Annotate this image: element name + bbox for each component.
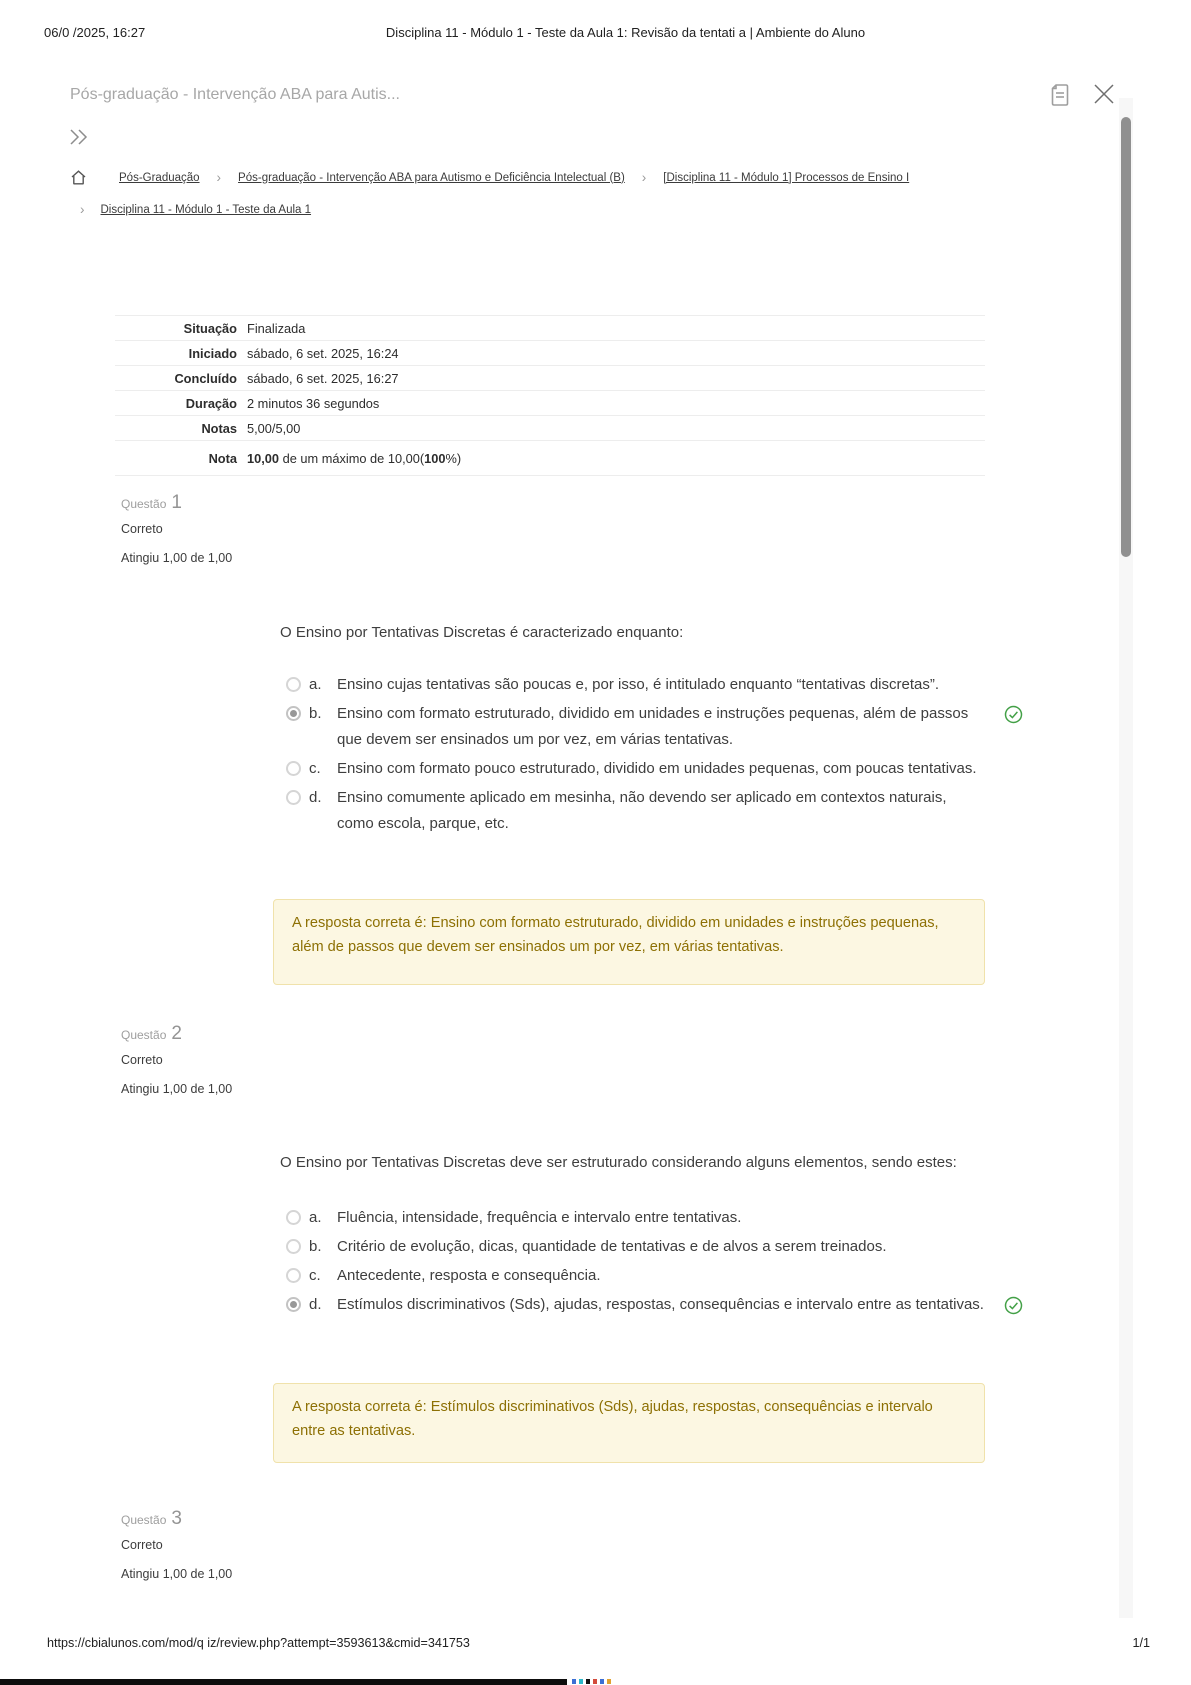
option-text: Ensino comumente aplicado em mesinha, não devendo ser aplicado em contextos naturais, como escola, parque, etc. bbox=[337, 789, 947, 832]
option-text: Antecedente, resposta e consequência. bbox=[337, 1267, 601, 1284]
breadcrumb-link[interactable]: Pós-graduação - Intervenção ABA para Autismo e Deficiência Intelectual (B) bbox=[238, 171, 625, 184]
question-text: O Ensino por Tentativas Discretas deve ser estruturado considerando alguns elementos, sendo estes: bbox=[280, 1154, 957, 1171]
option-text: Critério de evolução, dicas, quantidade de tentativas e de alvos a serem treinados. bbox=[337, 1238, 887, 1255]
question-state: Correto bbox=[121, 522, 163, 536]
question-number-label bbox=[121, 1508, 182, 1530]
summary-label: Concluído bbox=[174, 370, 237, 386]
summary-label: Situação bbox=[183, 320, 237, 336]
question-number: 3 bbox=[171, 1508, 182, 1529]
summary-value: Finalizada bbox=[247, 320, 306, 336]
question-points: Atingiu 1,00 de 1,00 bbox=[121, 1082, 233, 1096]
summary-value: 2 minutos 36 segundos bbox=[247, 395, 380, 411]
option-letter: d. bbox=[309, 1296, 322, 1313]
radio-selected-icon bbox=[286, 1297, 301, 1312]
option-row bbox=[280, 701, 1040, 753]
question-points: Atingiu 1,00 de 1,00 bbox=[121, 551, 233, 565]
feedback-text: A resposta correta é: Ensino com formato estruturado, dividido em unidades e instruções pequenas, além de passos que devem ser ensinados um por vez, em várias tentativas. bbox=[292, 915, 939, 955]
question-label-word: Questão bbox=[121, 497, 167, 511]
option-text: Ensino cujas tentativas são poucas e, por isso, é intitulado enquanto “tentativas discretas”. bbox=[337, 676, 940, 693]
summary-label: Duração bbox=[185, 395, 237, 411]
summary-row bbox=[115, 415, 985, 440]
option-letter: b. bbox=[309, 1238, 322, 1255]
radio-icon bbox=[286, 761, 301, 776]
taskbar-strip bbox=[0, 1679, 567, 1685]
double-chevron-right-icon[interactable] bbox=[68, 127, 90, 147]
chevron-right-icon: › bbox=[641, 170, 647, 185]
option-letter: c. bbox=[309, 760, 321, 777]
scrollbar-thumb[interactable] bbox=[1121, 117, 1131, 557]
taskbar-icons-strip bbox=[572, 1679, 611, 1684]
breadcrumb-link[interactable]: [Disciplina 11 - Módulo 1] Processos de Ensino I bbox=[663, 171, 910, 184]
print-header-title: Disciplina 11 - Módulo 1 - Teste da Aula 1: Revisão da tentati a | Ambiente do Aluno bbox=[385, 25, 866, 40]
chevron-right-icon: › bbox=[80, 202, 85, 217]
option-text: Ensino com formato estruturado, dividido em unidades e instruções pequenas, além de passos que devem ser ensinados um por vez, em várias tentativas. bbox=[337, 705, 969, 748]
question-state: Correto bbox=[121, 1538, 163, 1552]
chevron-right-icon: › bbox=[216, 170, 222, 185]
summary-table bbox=[115, 315, 985, 476]
breadcrumb-link[interactable]: Disciplina 11 - Módulo 1 - Teste da Aula 1 bbox=[100, 203, 312, 216]
check-circle-icon bbox=[1004, 705, 1023, 724]
question-label-word: Questão bbox=[121, 1028, 167, 1042]
option-row bbox=[280, 756, 1040, 782]
summary-row bbox=[115, 340, 985, 365]
radio-icon bbox=[286, 1210, 301, 1225]
radio-icon bbox=[286, 1239, 301, 1254]
option-row bbox=[280, 672, 1040, 698]
feedback-box bbox=[273, 1383, 985, 1463]
print-header-datetime: 06/0 /2025, 16:27 bbox=[44, 25, 146, 40]
option-letter: a. bbox=[309, 1209, 322, 1226]
feedback-box bbox=[273, 899, 985, 985]
option-row bbox=[280, 1234, 1040, 1260]
question-state: Correto bbox=[121, 1053, 163, 1067]
summary-value: sábado, 6 set. 2025, 16:27 bbox=[247, 370, 399, 386]
summary-row bbox=[115, 365, 985, 390]
option-letter: a. bbox=[309, 676, 322, 693]
question-number-label bbox=[121, 1023, 182, 1045]
breadcrumb-link[interactable]: Pós-Graduação bbox=[119, 171, 200, 184]
question-text: O Ensino por Tentativas Discretas é caracterizado enquanto: bbox=[280, 624, 684, 641]
summary-value: 5,00/5,00 bbox=[247, 420, 301, 436]
radio-icon bbox=[286, 1268, 301, 1283]
summary-label: Iniciado bbox=[188, 345, 237, 361]
close-icon[interactable] bbox=[1090, 80, 1118, 108]
option-row bbox=[280, 1205, 1040, 1231]
summary-value: sábado, 6 set. 2025, 16:24 bbox=[247, 345, 399, 361]
question-label-word: Questão bbox=[121, 1513, 167, 1527]
radio-icon bbox=[286, 677, 301, 692]
option-letter: d. bbox=[309, 789, 322, 806]
options-list bbox=[280, 672, 1040, 840]
print-footer-url: https://cbialunos.com/mod/q iz/review.php?attempt=3593613&cmid=341753 bbox=[47, 1636, 470, 1650]
summary-value-part: 10,00 bbox=[247, 450, 280, 466]
summary-label: Nota bbox=[208, 450, 237, 466]
question-number-label bbox=[121, 492, 182, 514]
check-circle-icon bbox=[1004, 1296, 1023, 1315]
option-text: Ensino com formato pouco estruturado, dividido em unidades pequenas, com poucas tentativas. bbox=[337, 760, 977, 777]
summary-value bbox=[247, 451, 461, 466]
option-row bbox=[280, 785, 1040, 837]
summary-row bbox=[115, 440, 985, 475]
question-number: 1 bbox=[171, 492, 182, 513]
options-list bbox=[280, 1205, 1040, 1321]
radio-icon bbox=[286, 790, 301, 805]
option-letter: c. bbox=[309, 1267, 321, 1284]
modal-title: Pós-graduação - Intervenção ABA para Autis... bbox=[70, 86, 400, 103]
option-letter: b. bbox=[309, 705, 322, 722]
question-points: Atingiu 1,00 de 1,00 bbox=[121, 1567, 233, 1581]
breadcrumb bbox=[70, 169, 909, 186]
document-icon[interactable] bbox=[1048, 82, 1072, 108]
feedback-text: A resposta correta é: Estímulos discriminativos (Sds), ajudas, respostas, consequências e intervalo entre as tentativas. bbox=[292, 1399, 933, 1439]
summary-row bbox=[115, 390, 985, 415]
option-text: Fluência, intensidade, frequência e intervalo entre tentativas. bbox=[337, 1209, 742, 1226]
summary-label: Notas bbox=[201, 420, 237, 436]
option-row bbox=[280, 1292, 1040, 1318]
option-text: Estímulos discriminativos (Sds), ajudas, respostas, consequências e intervalo entre as tentativas. bbox=[337, 1296, 984, 1313]
summary-row bbox=[115, 315, 985, 340]
summary-value-part: de um máximo de 10,00( bbox=[279, 450, 425, 466]
home-icon[interactable] bbox=[70, 169, 87, 186]
summary-value-part: %) bbox=[445, 450, 462, 466]
breadcrumb-row2 bbox=[80, 202, 311, 217]
radio-selected-icon bbox=[286, 706, 301, 721]
summary-value-part: 100 bbox=[424, 450, 446, 466]
print-footer-page: 1/1 bbox=[1132, 1636, 1150, 1650]
question-number: 2 bbox=[171, 1023, 182, 1044]
option-row bbox=[280, 1263, 1040, 1289]
